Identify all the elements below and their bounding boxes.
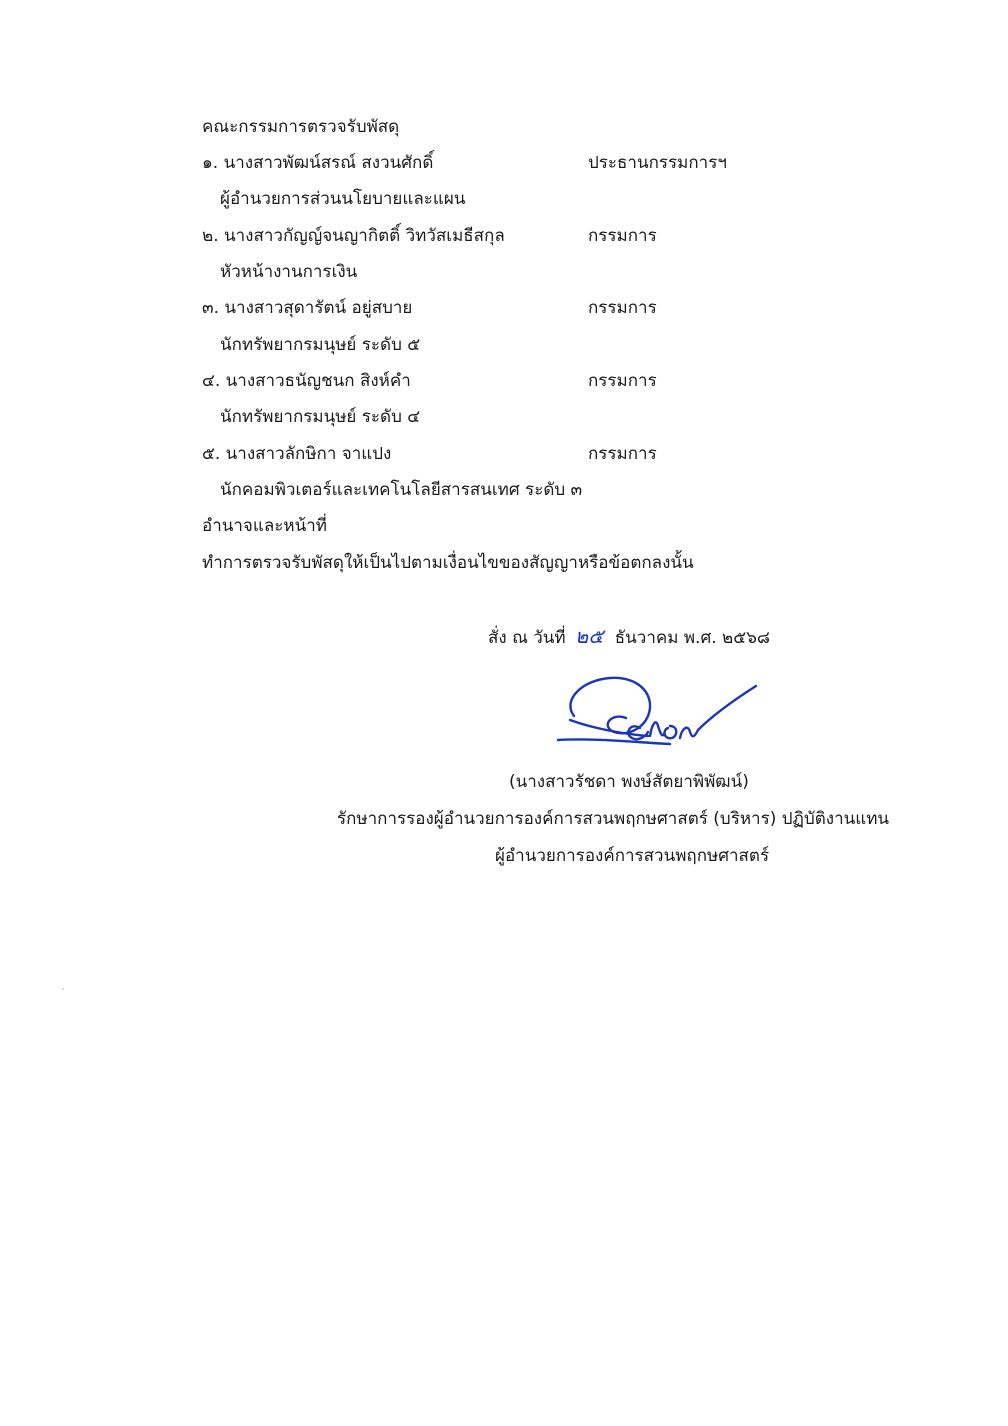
member-name: ๒. นางสาวกัญญ์จนญากิตติ์ วิทวัสเมธีสกุล <box>202 226 505 246</box>
order-date-day-handwritten: ๒๕ <box>575 624 604 648</box>
duties-heading: อำนาจและหน้าที่ <box>202 516 327 536</box>
duties-text: ทำการตรวจรับพัสดุให้เป็นไปตามเงื่อนไขของสัญญาหรือข้อตกลงนั้น <box>202 553 694 573</box>
member-role: กรรมการ <box>588 226 657 246</box>
member-role: กรรมการ <box>588 444 657 464</box>
signer-name: (นางสาวรัชดา พงษ์สัตยาพิพัฒน์) <box>509 772 749 792</box>
signer-title-line1: รักษาการรองผู้อำนวยการองค์การสวนพฤกษศาสตร์ (บริหาร) ปฏิบัติงานแทน <box>337 809 890 829</box>
member-position: ผู้อำนวยการส่วนนโยบายและแผน <box>220 189 466 209</box>
member-name: ๕. นางสาวลักษิกา จาแปง <box>202 444 392 464</box>
member-name: ๑. นางสาวพัฒน์สรณ์ สงวนศักดิ์ <box>202 153 434 173</box>
member-position: นักคอมพิวเตอร์และเทคโนโลยีสารสนเทศ ระดับ ๓ <box>220 480 583 500</box>
signer-title-line2: ผู้อำนวยการองค์การสวนพฤกษศาสตร์ <box>495 846 770 866</box>
member-position: นักทรัพยากรมนุษย์ ระดับ ๕ <box>220 335 421 355</box>
member-role: ประธานกรรมการฯ <box>588 153 727 173</box>
member-position: หัวหน้างานการเงิน <box>220 262 358 282</box>
member-name: ๔. นางสาวธนัญชนก สิงห์คำ <box>202 371 411 391</box>
committee-title: คณะกรรมการตรวจรับพัสดุ <box>202 117 400 137</box>
order-date-prefix: สั่ง ณ วันที่ <box>488 628 566 648</box>
signature-image <box>552 672 762 750</box>
order-date-suffix: ธันวาคม พ.ศ. ๒๕๖๘ <box>614 628 771 648</box>
member-role: กรรมการ <box>588 298 657 318</box>
member-position: นักทรัพยากรมนุษย์ ระดับ ๔ <box>220 407 421 427</box>
order-date <box>488 625 770 649</box>
member-name: ๓. นางสาวสุดารัตน์ อยู่สบาย <box>202 298 413 318</box>
scan-speck <box>62 988 64 990</box>
member-role: กรรมการ <box>588 371 657 391</box>
